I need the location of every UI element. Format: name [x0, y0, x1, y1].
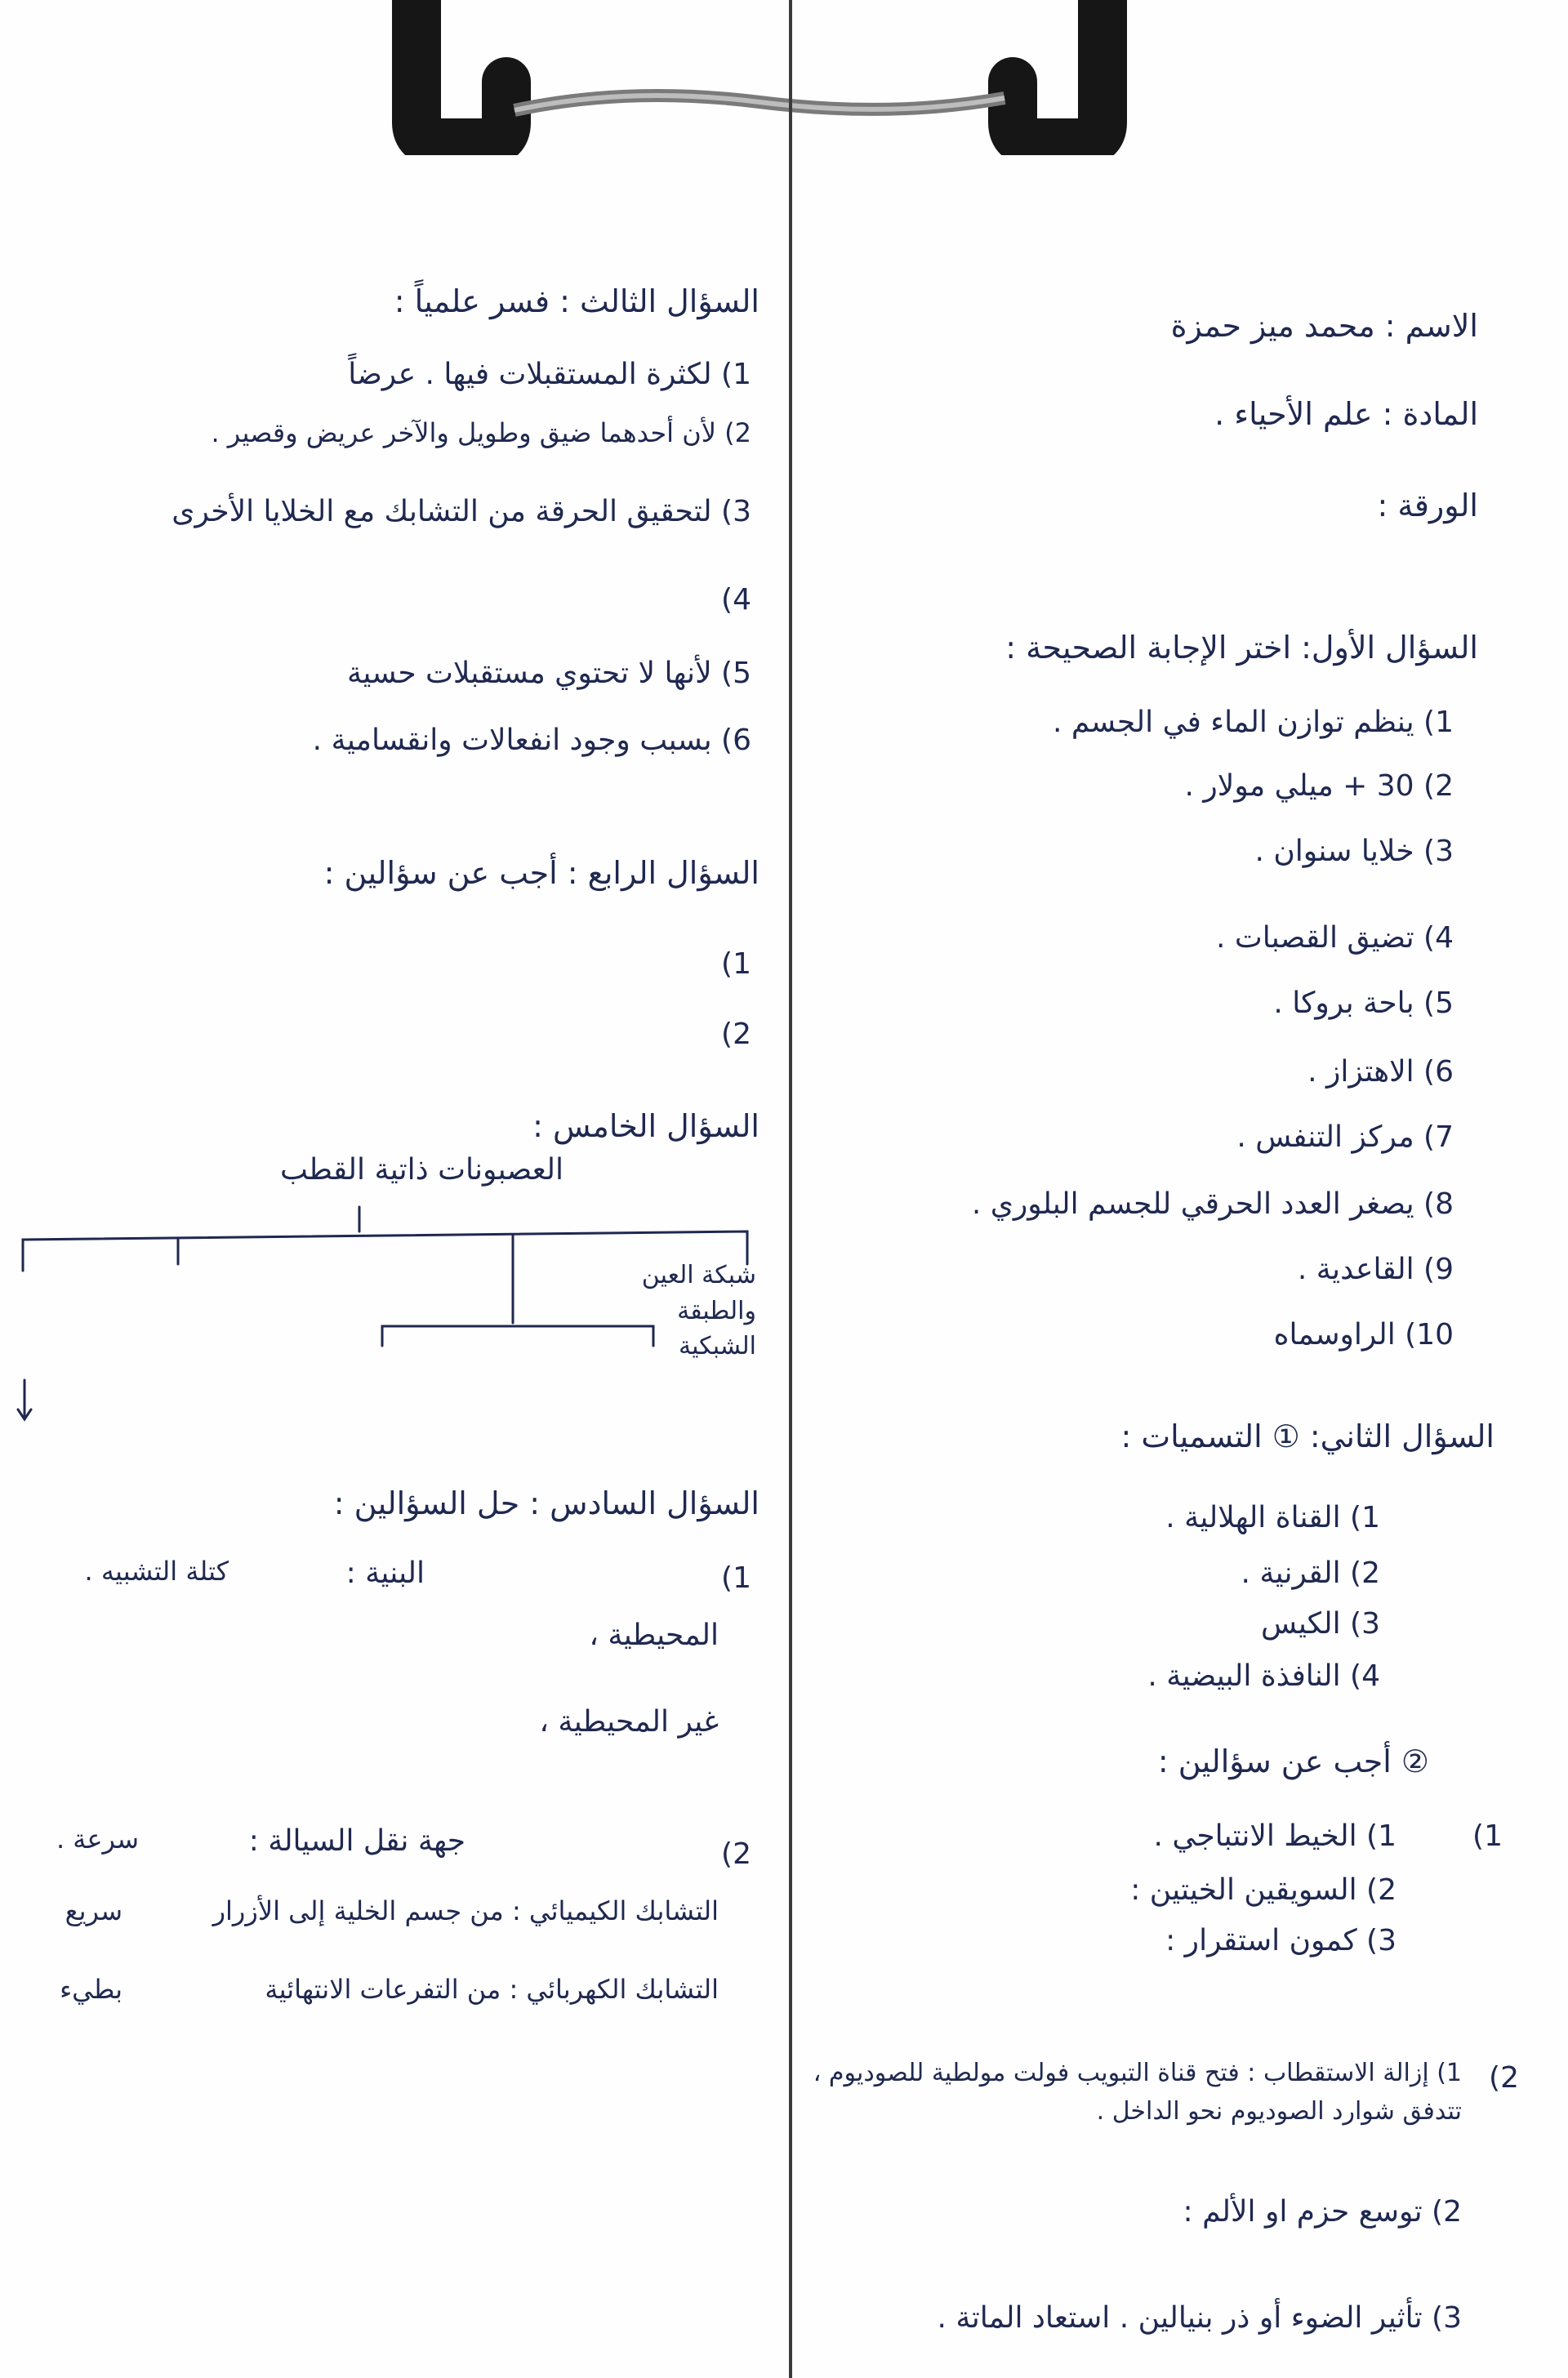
q4-title: السؤال الرابع : أجب عن سؤالين :	[323, 855, 760, 891]
q6-item2-label: جهة نقل السيالة :	[248, 1824, 466, 1858]
q2-name: 3) الكيس	[1260, 1607, 1380, 1641]
q2-title: السؤال الثاني: ① التسميات :	[1120, 1418, 1494, 1454]
q5-title: السؤال الخامس :	[532, 1108, 760, 1144]
q6-item2-label: التشابك الكهربائي : من التفرعات الانتهائية	[265, 1974, 719, 2005]
q3-answer: 1) لكثرة المستقبلات فيها . عرضاً	[348, 358, 751, 391]
q6-item1-line: المحيطية ،	[589, 1619, 719, 1652]
subject-line: المادة : علم الأحياء .	[1214, 396, 1478, 432]
q1-title: السؤال الأول: اختر الإجابة الصحيحة :	[1005, 630, 1478, 666]
q6-item1-value: كتلة التشبيه .	[84, 1556, 229, 1587]
fold-line	[789, 0, 792, 2378]
q1-answer: 9) القاعدية .	[1297, 1253, 1454, 1286]
q1-answer: 6) الاهتزاز .	[1307, 1055, 1454, 1089]
q3-answer: 5) لأنها لا تحتوي مستقبلات حسية	[347, 657, 751, 690]
q5-tree-diagram	[0, 0, 789, 1470]
q3-answer: 6) بسبب وجود انفعالات وانقسامية .	[312, 724, 751, 757]
q3-answer: 4)	[721, 583, 751, 617]
q5-tree-root: العصبونات ذاتية القطب	[279, 1153, 564, 1187]
q6-item1-header: البنية :	[345, 1556, 425, 1590]
q6-item2-value: سريع	[65, 1895, 122, 1926]
q2-part1-item: 1) الخيط الانتباجي .	[1153, 1819, 1396, 1853]
q2-sub2-title: ② أجب عن سؤالين :	[1157, 1743, 1429, 1779]
q6-title: السؤال السادس : حل السؤالين :	[333, 1485, 760, 1521]
q2-name: 4) النافذة البيضية .	[1147, 1659, 1380, 1693]
q6-item2-label: التشابك الكيميائي : من جسم الخلية إلى الأزرار	[212, 1895, 719, 1926]
q1-answer: 3) خلايا سنوان .	[1254, 835, 1454, 868]
q2-name: 1) القناة الهلالية .	[1165, 1501, 1380, 1534]
q1-answer: 4) تضيق القصبات .	[1216, 921, 1454, 955]
q1-answer: 1) ينظم توازن الماء في الجسم .	[1052, 706, 1454, 739]
q6-item1-line: غير المحيطية ،	[539, 1705, 719, 1739]
q1-answer: 7) مركز التنفس .	[1236, 1120, 1454, 1154]
q1-answer: 5) باحة بروكا .	[1273, 986, 1454, 1020]
q2-part1-item: 2) السويقين الخيتين :	[1130, 1873, 1396, 1907]
paper-line: الورقة :	[1377, 488, 1478, 523]
q4-answer: 1)	[721, 947, 751, 981]
q6-item2-value: بطيء	[60, 1974, 122, 2005]
q1-answer: 8) يصغر العدد الحرقي للجسم البلوري .	[971, 1187, 1454, 1221]
q3-answer: 2) لأن أحدهما ضيق وطويل والآخر عريض وقصير .	[211, 417, 751, 448]
q1-answer: 10) الراوسماه	[1273, 1318, 1454, 1352]
q4-answer: 2)	[721, 1018, 751, 1051]
q3-title: السؤال الثالث : فسر علمياً :	[394, 283, 760, 319]
q3-answer: 3) لتحقيق الحرقة من التشابك مع الخلايا الأخرى	[172, 495, 751, 528]
q1-answer: 2) 30 + ميلي مولار .	[1184, 769, 1454, 803]
q2-part2-item: 1) إزالة الاستقطاب : فتح قناة التبويب فولت مولطية للصوديوم ، تتدفق شوارد الصوديوم نحو الداخل .	[813, 2059, 1462, 2126]
q6-item2-marker: 2)	[721, 1837, 751, 1871]
q6-item1-marker: 1)	[721, 1561, 751, 1595]
q5-tree-branch-label: شبكة العين والطبقة الشبكية	[641, 1261, 756, 1360]
q2-name: 2) القرنية .	[1241, 1556, 1380, 1590]
q2-part1-marker: 1)	[1472, 1819, 1503, 1853]
q2-part2-item: 3) تأثير الضوء أو ذر بنيالين . استعاد الماتة .	[937, 2301, 1462, 2335]
student-name: الاسم : محمد ميز حمزة	[1170, 308, 1478, 344]
q6-item2-value: سرعة .	[56, 1824, 139, 1855]
q2-part2-item: 2) توسع حزم او الألم :	[1183, 2195, 1462, 2229]
q2-part2-marker: 2)	[1489, 2061, 1519, 2095]
q2-part1-item: 3) كمون استقرار :	[1165, 1924, 1396, 1957]
